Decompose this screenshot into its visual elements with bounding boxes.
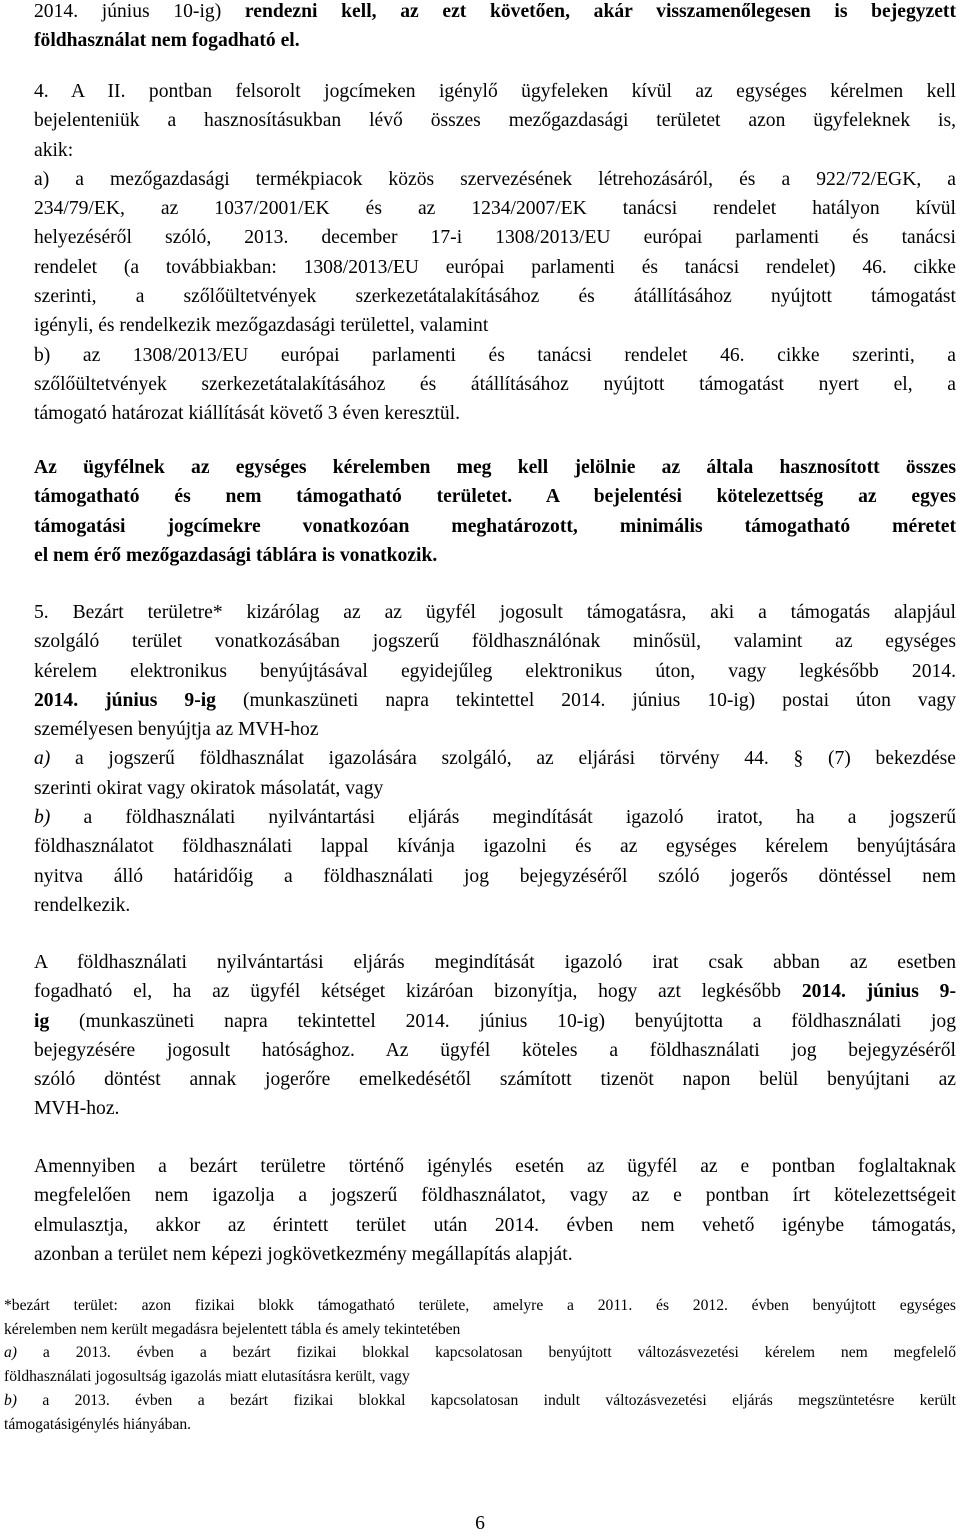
footnote-line: a 2013. évben a bezárt fizikai blokkal kapcsolatosan benyújtott változásvezetési kérelem nem megfelelő	[17, 1344, 956, 1362]
s5-line: rendelkezik.	[34, 894, 131, 916]
s5-line: (munkaszüneti napra tekintettel 2014. június 10-ig) postai úton vagy	[215, 689, 956, 711]
top-line2-bold: földhasználat nem fogadható el.	[34, 30, 300, 52]
s5-line: nyitva álló határidőig a földhasználati jog bejegyzéséről szóló jogerős döntéssel nem	[34, 865, 956, 887]
p6-deadline-bold: 2014. június 9-	[801, 981, 956, 1003]
bold-notice	[34, 453, 956, 570]
s5-line: 5. Bezárt területre* kizárólag az az ügyfél jogosult támogatásra, aki a támogatás alapjául	[34, 602, 956, 623]
bold-line: Az ügyfélnek az egységes kérelemben meg kell jelölnie az általa hasznosított összes	[34, 457, 956, 478]
s5-line: a földhasználati nyilvántartási eljárás megindítását igazoló iratot, ha a jogszerű	[50, 807, 956, 829]
s4-line: rendelet (a továbbiakban: 1308/2013/EU európai parlamenti és tanácsi rendelet) 46. cikke	[34, 256, 956, 278]
p6-line: (munkaszüneti napra tekintettel 2014. június 10-ig) benyújtotta a földhasználati jog	[49, 1010, 956, 1032]
section-4	[34, 77, 956, 429]
s4-line: b) az 1308/2013/EU európai parlamenti és tanácsi rendelet 46. cikke szerinti, a	[34, 344, 956, 366]
s4-line: bejelenteniük a hasznosításukban lévő összes mezőgazdasági területet azon ügyfeleknek is,	[34, 110, 956, 132]
footnote-line: kérelemben nem került megadásra bejelentett tábla és amely tekintetében	[4, 1320, 461, 1338]
s5-deadline-bold: 2014. június 9-ig	[34, 689, 216, 711]
p7-line: elmulasztja, akkor az érintett terület után 2014. évben nem vehető igénybe támogatás,	[34, 1214, 956, 1236]
s5-line: földhasználatot földhasználati lappal kívánja igazolni és az egységes kérelem benyújtására	[34, 836, 956, 858]
footnote	[4, 1294, 956, 1436]
top-line1-plain: 2014. június 10-ig)	[34, 1, 245, 22]
s4-line: támogató határozat kiállítását követő 3 éven keresztül.	[34, 403, 461, 425]
bold-line: el nem érő mezőgazdasági táblára is vonatkozik.	[34, 544, 438, 566]
footnote-line: *bezárt terület: azon fizikai blokk támogatható területe, amelyre a 2011. és 2012. évben benyújtott egységes	[4, 1297, 956, 1314]
s5-line: a jogszerű földhasználat igazolására szolgáló, az eljárási törvény 44. § (7) bekezdése	[50, 748, 956, 770]
s4-line: 234/79/EK, az 1037/2001/EK és az 1234/2007/EK tanácsi rendelet hatályon kívül	[34, 198, 956, 220]
s4-line: helyezéséről szóló, 2013. december 17-i 1308/2013/EU európai parlamenti és tanácsi	[34, 227, 956, 249]
s5-item-a-marker: a)	[34, 748, 51, 770]
s4-line: szőlőültetvények szerkezetátalakításához és átállításához nyújtott támogatást nyert el, a	[34, 373, 956, 395]
page-number: 6	[475, 1513, 485, 1534]
footnote-item-b-marker: b)	[4, 1391, 17, 1409]
bold-line: támogatási jogcímekre vonatkozóan meghatározott, minimális támogatható méretet	[34, 515, 956, 537]
s4-line: igényli, és rendelkezik mezőgazdasági területtel, valamint	[34, 315, 489, 337]
section-5	[34, 598, 956, 920]
p7-line: azonban a terület nem képezi jogkövetkezmény megállapítás alapját.	[34, 1243, 573, 1265]
footnote-line: földhasználati jogosultság igazolás miatt elutasításra került, vagy	[4, 1368, 410, 1386]
top-continuation	[34, 0, 956, 56]
s4-line: a) a mezőgazdasági termékpiacok közös szervezésének létrehozásáról, és a 922/72/EGK, a	[34, 168, 956, 190]
s5-line: személyesen benyújtja az MVH-hoz	[34, 719, 319, 741]
p6-line: szóló döntést annak jogerőre emelkedésétől számított tizenöt napon belül benyújtani az	[34, 1069, 956, 1091]
p6-line: bejegyzésére jogosult hatósághoz. Az ügyfél köteles a földhasználati jog bejegyzéséről	[34, 1039, 956, 1061]
p6-deadline-bold-cont: ig	[34, 1010, 50, 1032]
s4-line: 4. A II. pontban felsorolt jogcímeken igénylő ügyfeleken kívül az egységes kérelmen kell	[34, 81, 956, 102]
p6-line: MVH-hoz.	[34, 1098, 120, 1120]
p7-line: Amennyiben a bezárt területre történő igénylés esetén az ügyfél az e pontban foglaltaknak	[34, 1156, 956, 1177]
top-line1-bold: rendezni kell, az ezt követően, akár visszamenőlegesen is bejegyzett	[244, 1, 956, 22]
s5-line: szolgáló terület vonatkozásában jogszerű földhasználónak minősül, valamint az egységes	[34, 631, 956, 653]
s5-item-b-marker: b)	[34, 807, 51, 829]
s5-line: kérelem elektronikus benyújtásával egyidejűleg elektronikus úton, vagy legkésőbb 2014.	[34, 660, 956, 682]
s4-line: akik:	[34, 139, 74, 161]
p6-line: fogadható el, ha az ügyfél kétséget kizáróan bizonyítja, hogy azt legkésőbb	[34, 981, 802, 1003]
p6-line: A földhasználati nyilvántartási eljárás megindítását igazoló irat csak abban az esetben	[34, 952, 956, 973]
footnote-line: támogatásigénylés hiányában.	[4, 1415, 192, 1433]
s5-line: szerinti okirat vagy okiratok másolatát, vagy	[34, 777, 384, 799]
paragraph-consequences	[34, 1152, 956, 1269]
s4-line: szerinti, a szőlőültetvények szerkezetátalakításához és átállításához nyújtott támogatást	[34, 286, 956, 308]
footnote-line: a 2013. évben a bezárt fizikai blokkal kapcsolatosan indult változásvezetési eljárás megszüntetésre került	[17, 1391, 956, 1409]
footnote-item-a-marker: a)	[4, 1344, 17, 1362]
p7-line: megfelelően nem igazolja a jogszerű földhasználatot, vagy az e pontban írt kötelezettségeit	[34, 1185, 956, 1207]
bold-line: támogatható és nem támogatható területet. A bejelentési kötelezettség az egyes	[34, 486, 956, 508]
paragraph-land-use-proof	[34, 948, 956, 1124]
